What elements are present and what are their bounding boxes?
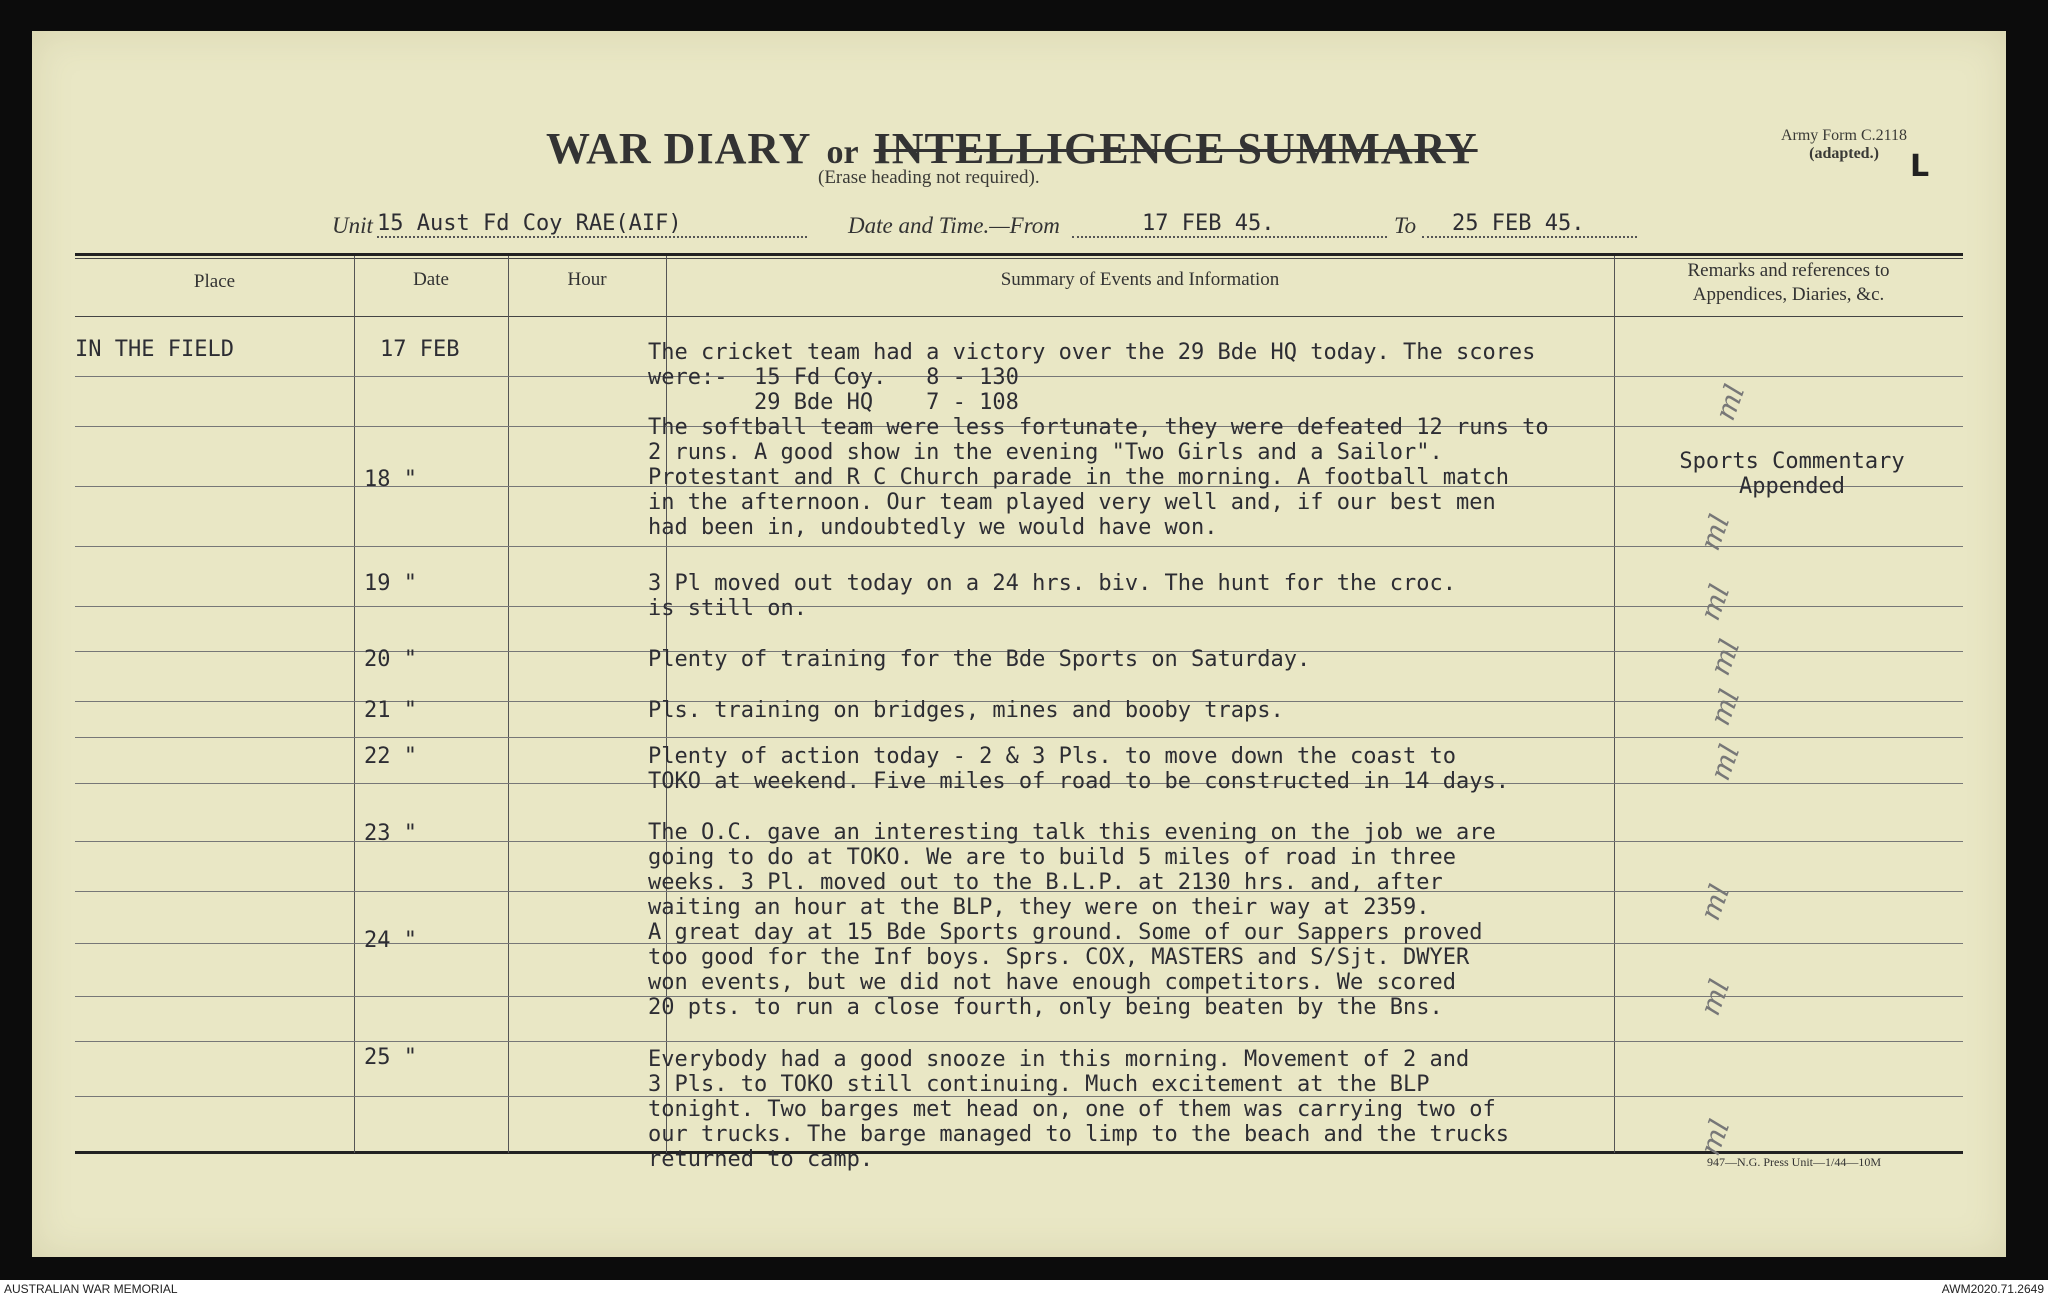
summary-line: in the afternoon. Our team played very well and, if our best men [648,490,1496,515]
date-from-label: Date and Time.—From [848,213,1060,238]
place-value: IN THE FIELD [75,337,234,362]
col-header-date: Date [413,269,449,290]
col-header-hour: Hour [567,269,607,290]
date-entry: 21 " [364,698,417,723]
summary-line: weeks. 3 Pl. moved out to the B.L.P. at 2130 hrs. and, after [648,870,1443,895]
summary-line: had been in, undoubtedly we would have won. [648,515,1218,540]
summary-line: Everybody had a good snooze in this morning. Movement of 2 and [648,1047,1470,1072]
col-header-remarks-line1: Remarks and references to [1687,260,1890,281]
header-bottom-rule [75,316,1963,317]
col-header-remarks [1614,259,1963,307]
table-bottom-rule [75,1151,1963,1154]
date-entry: 22 " [364,744,417,769]
summary-line: 20 pts. to run a close fourth, only being beaten by the Bns. [648,995,1443,1020]
summary-line: going to do at TOKO. We are to build 5 miles of road in three [648,845,1456,870]
initials-mark-icon: ml [1693,1115,1737,1160]
diary-sheet [32,31,2006,1257]
summary-line: The softball team were less fortunate, they were defeated 12 runs to [648,415,1549,440]
unit-value: 15 Aust Fd Coy RAE(AIF) [377,211,807,238]
col-divider-4 [1614,256,1615,1153]
date-entry: 24 " [364,928,417,953]
remarks-entry [1622,449,1962,499]
summary-line: won events, but we did not have enough competitors. We scored [648,970,1456,995]
ruled-line [75,606,1963,607]
ruled-line [75,376,1963,377]
col-header-place: Place [193,271,236,292]
initials-mark-icon: ml [1703,685,1747,730]
summary-line: 2 runs. A good show in the evening "Two Girls and a Sailor". [648,440,1443,465]
date-from-value: 17 FEB 45. [1072,211,1387,238]
print-code: 947—N.G. Press Unit—1/44—10M [1707,1155,1882,1169]
initials-mark-icon: ml [1693,880,1737,925]
summary-line: The O.C. gave an interesting talk this evening on the job we are [648,820,1496,845]
title-war-diary: WAR DIARY [546,124,812,173]
date-entry: 17 FEB [380,337,460,362]
summary-line: 3 Pls. to TOKO still continuing. Much excitement at the BLP [648,1072,1430,1097]
summary-line: is still on. [648,596,807,621]
col-divider-1 [354,256,355,1153]
summary-line: The cricket team had a victory over the 29 Bde HQ today. The scores [648,340,1536,365]
summary-line: A great day at 15 Bde Sports ground. Some of our Sappers proved [648,920,1483,945]
col-header-remarks-line2: Appendices, Diaries, &c. [1692,284,1885,305]
archive-footer [0,1280,2048,1298]
ruled-line [75,546,1963,547]
initials-mark-icon: ml [1703,740,1747,785]
date-to-label: To [1394,213,1417,238]
table-top-rule [75,253,1963,256]
initials-mark-icon: ml [1693,975,1737,1020]
summary-line: 3 Pl moved out today on a 24 hrs. biv. The hunt for the croc. [648,571,1456,596]
summary-line: returned to camp. [648,1147,874,1172]
summary-line: Pls. training on bridges, mines and booby traps. [648,698,1284,723]
col-divider-2 [508,256,509,1153]
date-entry: 20 " [364,647,417,672]
initials-mark-icon: ml [1693,580,1737,625]
remarks-line2: Appended [1739,474,1845,499]
summary-line: Protestant and R C Church parade in the morning. A football match [648,465,1509,490]
date-entry: 19 " [364,571,417,596]
unit-label: Unit [332,213,373,238]
title-or: or [826,134,859,171]
initials-mark-icon: ml [1693,510,1737,555]
army-form-line2: (adapted.) [1809,145,1879,162]
date-to-value: 25 FEB 45. [1422,211,1637,238]
date-entry: 25 " [364,1045,417,1070]
initials-mark-icon: ml [1703,635,1747,680]
date-entry: 18 " [364,467,417,492]
summary-line: Plenty of training for the Bde Sports on Saturday. [648,647,1311,672]
erase-note: (Erase heading not required). [818,167,1040,188]
summary-line: Plenty of action today - 2 & 3 Pls. to move down the coast to [648,744,1456,769]
remarks-line1: Sports Commentary [1679,449,1905,474]
summary-line: waiting an hour at the BLP, they were on their way at 2359. [648,895,1430,920]
ink-mark-icon: L [1910,149,1930,184]
army-form-line1: Army Form C.2118 [1780,127,1908,144]
footer-accession-number: AWM2020.71.2649 [1941,1282,2044,1296]
footer-institution: AUSTRALIAN WAR MEMORIAL [4,1282,178,1296]
army-form-label [1754,127,1934,163]
ruled-line [75,737,1963,738]
summary-line: 29 Bde HQ 7 - 108 [648,390,1019,415]
summary-line: were:- 15 Fd Coy. 8 - 130 [648,365,1019,390]
title-intelligence-summary: INTELLIGENCE SUMMARY [873,124,1478,173]
summary-line: TOKO at weekend. Five miles of road to be constructed in 14 days. [648,769,1509,794]
summary-line: too good for the Inf boys. Sprs. COX, MASTERS and S/Sjt. DWYER [648,945,1470,970]
col-header-summary: Summary of Events and Information [1000,269,1280,290]
ruled-line [75,1041,1963,1042]
summary-line: tonight. Two barges met head on, one of them was carrying two of [648,1097,1496,1122]
initials-mark-icon: ml [1708,380,1752,425]
date-entry: 23 " [364,821,417,846]
summary-line: our trucks. The barge managed to limp to the beach and the trucks [648,1122,1509,1147]
